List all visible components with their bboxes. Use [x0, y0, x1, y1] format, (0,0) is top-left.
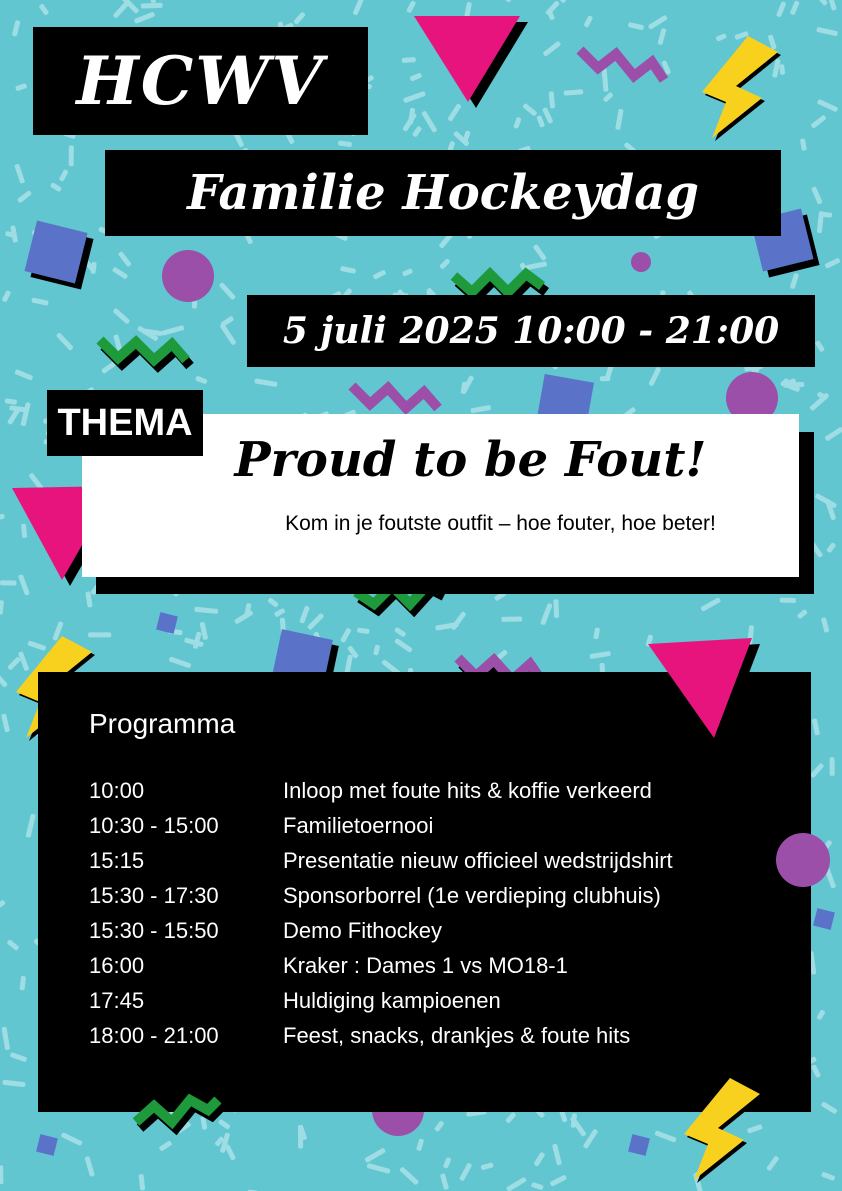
schedule-time: 15:15: [89, 847, 145, 873]
schedule-time: 15:30 - 15:50: [89, 917, 219, 943]
club-name: HCWV: [76, 42, 325, 120]
pink-triangle-icon: [648, 638, 760, 744]
schedule-activity: Feest, snacks, drankjes & foute hits: [283, 1022, 631, 1048]
schedule-time: 18:00 - 21:00: [89, 1022, 219, 1048]
schedule-time: 16:00: [89, 952, 145, 978]
schedule-time: 15:30 - 17:30: [89, 882, 219, 908]
event-title: Familie Hockeydag: [187, 165, 699, 221]
schedule-time: 10:30 - 15:00: [89, 812, 219, 838]
schedule-activity: Demo Fithockey: [283, 917, 442, 943]
schedule-time: 17:45: [89, 987, 145, 1013]
schedule-activity: Inloop met foute hits & koffie verkeerd: [283, 777, 652, 803]
theme-title: Proud to be Fout!: [234, 432, 707, 488]
schedule-activity: Kraker : Dames 1 vs MO18-1: [283, 952, 568, 978]
theme-label: THEMA: [57, 401, 193, 444]
schedule-activity: Presentatie nieuw officieel wedstrijdshirt: [283, 847, 673, 873]
theme-subtitle: Kom in je foutste outfit – hoe fouter, hoe beter!: [285, 512, 716, 535]
date-time: 5 juli 2025 10:00 - 21:00: [282, 310, 780, 352]
lightning-bolt-icon: [684, 1078, 763, 1183]
schedule-activity: Huldiging kampioenen: [283, 987, 501, 1013]
schedule-activity: Sponsorborrel (1e verdieping clubhuis): [283, 882, 661, 908]
schedule-time: 10:00: [89, 777, 145, 803]
program-heading: Programma: [89, 708, 236, 739]
schedule-activity: Familietoernooi: [283, 812, 434, 838]
circle-icon: [776, 833, 830, 887]
